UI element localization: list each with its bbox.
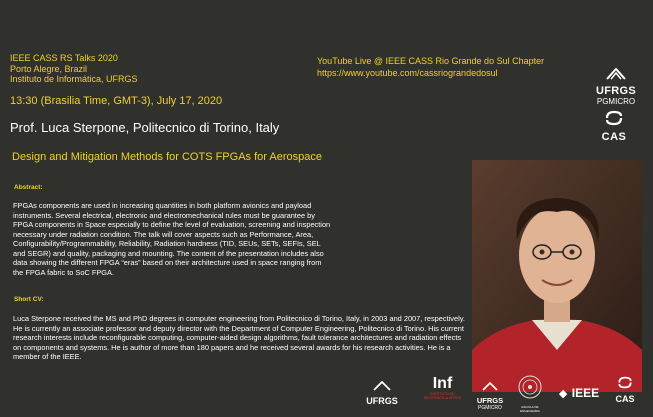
inf-logo-subtext: INSTITUTO DE INFORMÁTICA UFRGS (423, 392, 462, 400)
abstract-text: FPGAs components are used in increasing quantities in both platform avionics and payload instruments. Several electrical, electronic and electromechanical rules must be guarantee by FPGA components in Space especially to define the level of evaluation, screening and inspection necessary under radiation condition. The talk will cover aspects such as Performance, Area, Configurability/Programmability, Reliability, Radiation hardness (TID, SEUs, SETs, SEFIs, SEL and SEGR) and quality, packaging and mounting. The content of the presentation includes also data showing the different FPGA “eras” based on their architecture used in space ranging from the FPGA fabric to SoC FPGA. (13, 201, 331, 277)
talk-title: Design and Mitigation Methods for COTS FPGAs for Aerospace (12, 151, 322, 163)
event-name: IEEE CASS RS Talks 2020 (10, 53, 118, 63)
cas-emblem-icon (616, 376, 634, 389)
partner-logos (350, 374, 650, 414)
short-cv-text: Luca Sterpone received the MS and PhD degrees in computer engineering from Politecnico di Torino, Italy, in 2003 and 2007, respectively. He is currently an associate professor and deputy director with the Department of Computer Engineering, Politecnico di Torino. His current research interests include reconfigurable computing, computer-aided design algorithms, fault tolerance architectures and radiation effects on components and systems. He is author of more than 180 papers and he received several awards for his research activities. He is a member of the IEEE. (13, 314, 465, 361)
abstract-label: Abstract: (14, 184, 43, 191)
ufrgs-emblem-icon (482, 382, 498, 391)
youtube-live-label: YouTube Live @ IEEE CASS Rio Grande do Sul Chapter (317, 56, 545, 66)
cas-emblem-icon (603, 110, 625, 126)
event-time: 13:30 (Brasilia Time, GMT-3), July 17, 2020 (10, 95, 223, 107)
youtube-link[interactable]: https://www.youtube.com/cassriograndedosul (317, 68, 498, 78)
seal-icon (517, 374, 543, 400)
ufrgs-bottom-text: UFRGS (366, 396, 398, 406)
escola-engenharia-text: ESCOLA DE ENGENHARIA (520, 405, 540, 413)
cas-bottom-text: CAS (615, 394, 635, 404)
escola-engenharia-logo (515, 374, 545, 413)
ieee-diamond-icon: ◆ (558, 388, 568, 400)
ufrgs-pgmicro-bottom-logo (470, 378, 510, 411)
ufrgs-logo-text: UFRGS (596, 85, 636, 97)
inf-logo-text: Inf (432, 375, 453, 392)
ieee-logo (553, 384, 605, 402)
speaker-name: Prof. Luca Sterpone, Politecnico di Torino, Italy (10, 120, 280, 135)
cas-logo (594, 110, 634, 143)
event-location: Porto Alegre, Brazil (10, 63, 88, 74)
youtube-info (317, 55, 544, 79)
cas-bottom-logo (610, 376, 640, 404)
pgmicro-bottom-text: PGMICRO (478, 405, 502, 411)
event-host: Instituto de Informática, UFRGS (10, 74, 138, 84)
short-cv-label: Short CV: (14, 296, 44, 303)
inf-logo (420, 376, 465, 400)
ufrgs-pgmicro-logo (588, 67, 644, 106)
pgmicro-logo-text: PGMICRO (596, 97, 636, 106)
ufrgs-emblem-icon (605, 68, 627, 80)
speaker-photo (472, 160, 642, 392)
ieee-logo-text: IEEE (571, 386, 600, 400)
cas-logo-text: CAS (601, 131, 627, 143)
ufrgs-emblem-icon (373, 381, 391, 391)
ufrgs-bottom-text-2: UFRGS (476, 396, 504, 405)
ufrgs-bottom-logo (362, 378, 402, 406)
event-info (10, 53, 138, 85)
